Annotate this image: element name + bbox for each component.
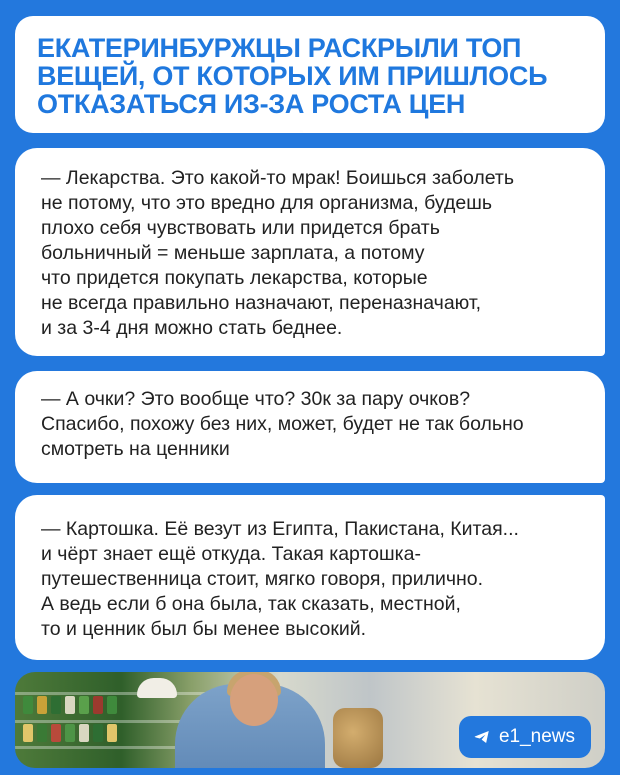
quote-bubble-glasses: — А очки? Это вообще что? 30к за пару очков? Спасибо, похожу без них, может, будет не так больно смотреть на ценники (15, 371, 605, 483)
bubble-tail (587, 342, 605, 356)
bubble-tail (587, 469, 605, 483)
quote-bubble-medicine: — Лекарства. Это какой-то мрак! Боишься заболеть не потому, что это вредно для организма, будешь плохо себя чувствовать или придется брать больничный = меньше зарплата, а потому что придется покупать лекарства, которые не всегда правильно назначают, переназначают, и за 3-4 дня можно стать беднее. (15, 148, 605, 356)
title-card (15, 16, 605, 133)
headline: ЕКАТЕРИНБУРЖЦЫ РАСКРЫЛИ ТОП ВЕЩЕЙ, ОТ КОТОРЫХ ИМ ПРИШЛОСЬ ОТКАЗАТЬСЯ ИЗ-ЗА РОСТА ЦЕН (37, 33, 548, 119)
telegram-icon (473, 728, 491, 746)
channel-name: e1_news (498, 726, 575, 747)
supermarket-photo (15, 672, 605, 768)
channel-badge[interactable] (459, 716, 591, 758)
quote-bubble-potatoes: — Картошка. Её везут из Египта, Пакистана, Китая... и чёрт знает ещё откуда. Такая картошка- путешественница стоит, мягко говоря, прилично. А ведь если б она была, так сказать, местной, то и ценник был бы менее высокий. (15, 495, 605, 660)
